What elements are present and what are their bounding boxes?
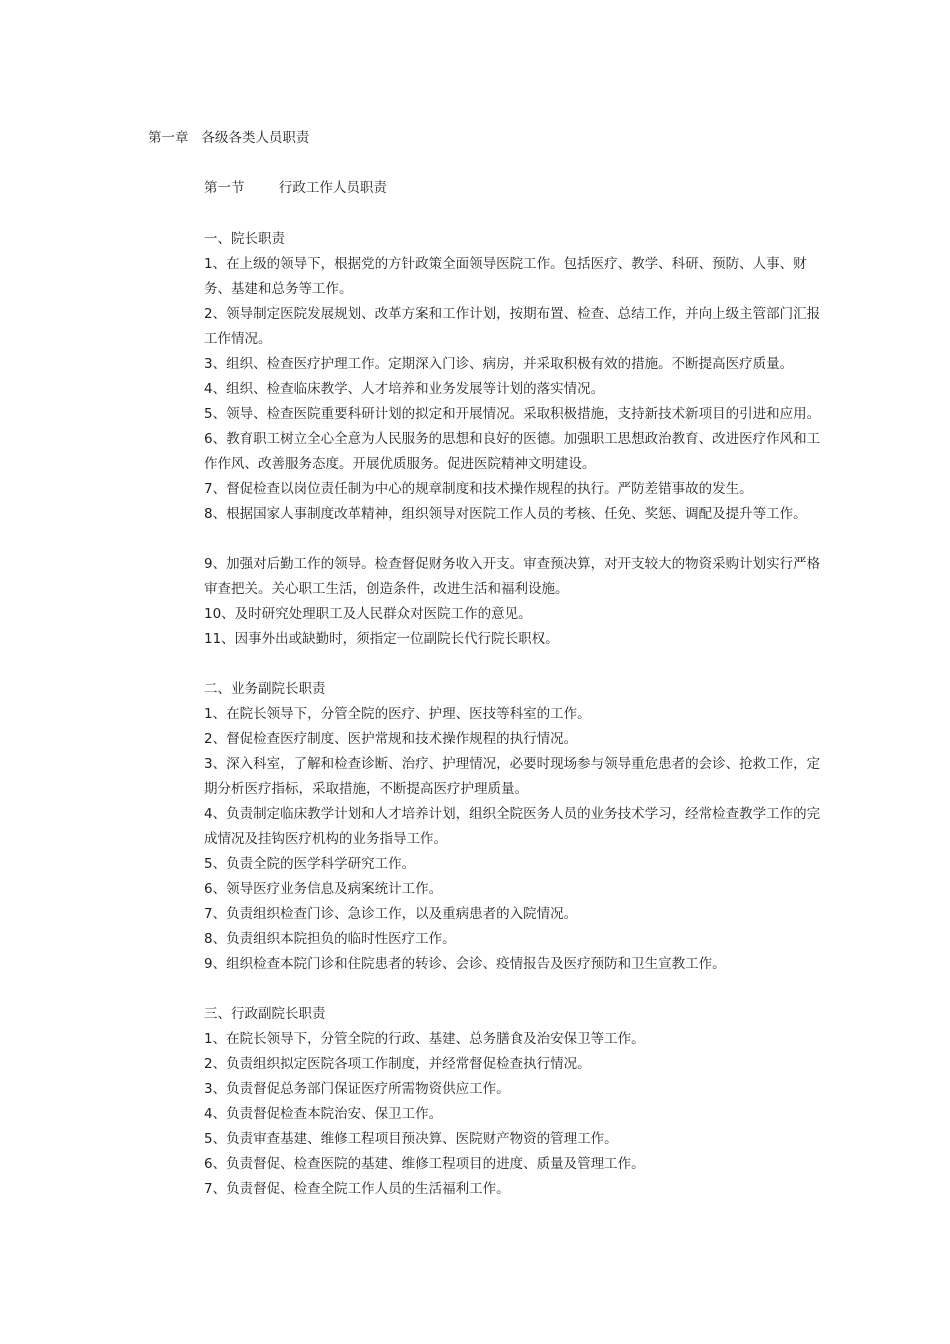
list-item: 9、组织检查本院门诊和住院患者的转诊、会诊、疫情报告及医疗预防和卫生宣教工作。 [204,956,726,972]
list-item: 1、在院长领导下，分管全院的医疗、护理、医技等科室的工作。 [204,706,591,722]
spacer [204,652,824,677]
list-item: 7、督促检查以岗位责任制为中心的规章制度和技术操作规程的执行。严防差错事故的发生。 [204,481,753,497]
list-item: 6、领导医疗业务信息及病案统计工作。 [204,881,443,897]
section-title: 第一节 行政工作人员职责 [204,180,387,196]
list-item: 9、加强对后勤工作的领导。检查督促财务收入开支。审查预决算，对开支较大的物资采购计划实行严格审查把关。关心职工生活，创造条件，改进生活和福利设施。 [204,556,821,597]
part-title-admin-vp: 三、行政副院长职责 [204,1006,326,1022]
list-item: 2、领导制定医院发展规划、改革方案和工作计划，按期布置、检查、总结工作，并向上级主管部门汇报工作情况。 [204,306,821,347]
list-item: 6、教育职工树立全心全意为人民服务的思想和良好的医德。加强职工思想政治教育、改进医疗作风和工作作风、改善服务态度。开展优质服务。促进医院精神文明建设。 [204,431,821,472]
list-item: 4、组织、检查临床教学、人才培养和业务发展等计划的落实情况。 [204,381,605,397]
part-title-president: 一、院长职责 [204,231,285,247]
part-title-medical-vp: 二、业务副院长职责 [204,681,326,697]
spacer [204,977,824,1002]
list-item: 5、负责审查基建、维修工程项目预决算、医院财产物资的管理工作。 [204,1131,618,1147]
list-item: 5、负责全院的医学科学研究工作。 [204,856,416,872]
list-item: 6、负责督促、检查医院的基建、维修工程项目的进度、质量及管理工作。 [204,1156,645,1172]
list-item: 10、及时研究处理职工及人民群众对医院工作的意见。 [204,606,532,622]
spacer [204,527,824,552]
chapter-title: 第一章 各级各类人员职责 [148,130,310,146]
list-item: 3、深入科室，了解和检查诊断、治疗、护理情况，必要时现场参与领导重危患者的会诊、抢救工作，定期分析医疗指标，采取措施，不断提高医疗护理质量。 [204,756,821,797]
list-item: 1、在上级的领导下，根据党的方针政策全面领导医院工作。包括医疗、教学、科研、预防、人事、财务、基建和总务等工作。 [204,256,807,297]
list-item: 4、负责制定临床教学计划和人才培养计划，组织全院医务人员的业务技术学习，经常检查教学工作的完成情况及挂钩医疗机构的业务指导工作。 [204,806,821,847]
list-item: 3、组织、检查医疗护理工作。定期深入门诊、病房，并采取积极有效的措施。不断提高医疗质量。 [204,356,794,372]
list-item: 8、负责组织本院担负的临时性医疗工作。 [204,931,456,947]
list-item: 1、在院长领导下，分管全院的行政、基建、总务膳食及治安保卫等工作。 [204,1031,645,1047]
document-body [204,227,824,1202]
list-item: 11、因事外出或缺勤时，须指定一位副院长代行院长职权。 [204,631,559,647]
list-item: 3、负责督促总务部门保证医疗所需物资供应工作。 [204,1081,510,1097]
list-item: 5、领导、检查医院重要科研计划的拟定和开展情况。采取积极措施，支持新技术新项目的引进和应用。 [204,406,821,422]
list-item: 4、负责督促检查本院治安、保卫工作。 [204,1106,443,1122]
list-item: 7、负责组织检查门诊、急诊工作，以及重病患者的入院情况。 [204,906,578,922]
list-item: 7、负责督促、检查全院工作人员的生活福利工作。 [204,1181,510,1197]
list-item: 8、根据国家人事制度改革精神，组织领导对医院工作人员的考核、任免、奖惩、调配及提升等工作。 [204,506,807,522]
list-item: 2、督促检查医疗制度、医护常规和技术操作规程的执行情况。 [204,731,578,747]
list-item: 2、负责组织拟定医院各项工作制度，并经常督促检查执行情况。 [204,1056,591,1072]
